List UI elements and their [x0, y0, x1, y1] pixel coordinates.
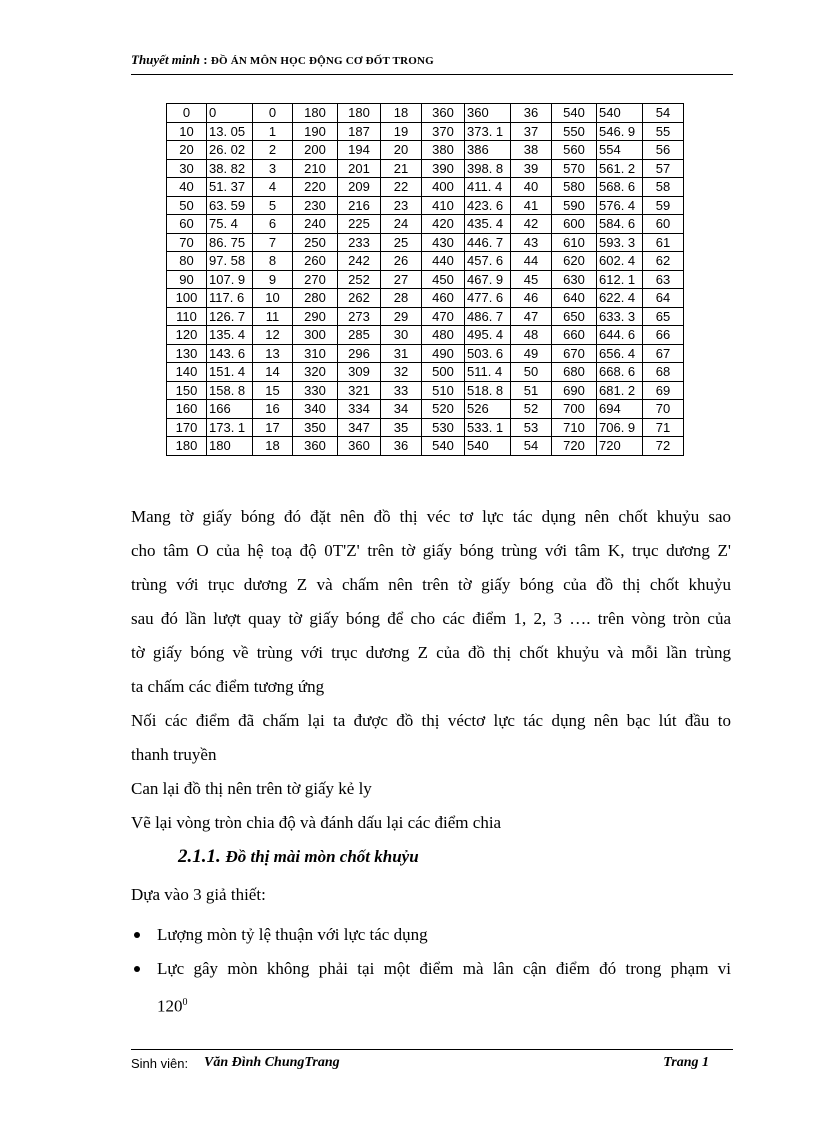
table-cell: 495. 4 [465, 326, 511, 345]
body-paragraph [131, 500, 731, 840]
bullet-icon [134, 966, 140, 972]
table-cell: 35 [381, 418, 422, 437]
table-row [167, 178, 684, 197]
table-cell: 25 [381, 233, 422, 252]
table-cell: 173. 1 [207, 418, 253, 437]
table-cell: 620 [552, 252, 597, 271]
header-label: Thuyết minh [131, 52, 200, 67]
table-cell: 59 [643, 196, 684, 215]
table-cell: 1 [253, 122, 293, 141]
body-line: Can lại đồ thị nên trên tờ giấy kẻ ly [131, 779, 372, 798]
bullet-text: Lượng mòn tỷ lệ thuận với lực tác dụng [157, 925, 428, 944]
bullet-text: 120 [157, 996, 183, 1016]
table-cell: 201 [338, 159, 381, 178]
table-cell: 360 [465, 104, 511, 123]
bullet-item [131, 918, 731, 952]
table-row [167, 437, 684, 456]
table-cell: 500 [422, 363, 465, 382]
table-cell: 540 [552, 104, 597, 123]
table-cell: 17 [253, 418, 293, 437]
body-line: Mang tờ giấy bóng đó đặt nên đồ thị véc tơ lực tác dụng nên chốt khuỷu sao [131, 507, 731, 526]
table-cell: 540 [597, 104, 643, 123]
table-cell: 490 [422, 344, 465, 363]
table-cell: 30 [167, 159, 207, 178]
table-cell: 546. 9 [597, 122, 643, 141]
table-cell: 46 [511, 289, 552, 308]
table-cell: 600 [552, 215, 597, 234]
table-cell: 63 [643, 270, 684, 289]
body-line: sau đó lần lượt quay tờ giấy bóng để cho các điểm 1, 2, 3 …. trên vòng tròn của [131, 609, 731, 628]
table-cell: 151. 4 [207, 363, 253, 382]
table-cell: 584. 6 [597, 215, 643, 234]
table-cell: 700 [552, 400, 597, 419]
table-cell: 10 [253, 289, 293, 308]
table-cell: 477. 6 [465, 289, 511, 308]
table-cell: 550 [552, 122, 597, 141]
table-cell: 107. 9 [207, 270, 253, 289]
table-cell: 240 [293, 215, 338, 234]
section-number: 2.1.1. [178, 846, 221, 867]
table-cell: 50 [511, 363, 552, 382]
table-cell: 5 [253, 196, 293, 215]
table-cell: 411. 4 [465, 178, 511, 197]
table-cell: 45 [511, 270, 552, 289]
table-cell: 51 [511, 381, 552, 400]
table-cell: 158. 8 [207, 381, 253, 400]
table-cell: 8 [253, 252, 293, 271]
table-cell: 530 [422, 418, 465, 437]
table-cell: 57 [643, 159, 684, 178]
table-cell: 360 [338, 437, 381, 456]
table-cell: 510 [422, 381, 465, 400]
table-cell: 30 [381, 326, 422, 345]
table-row [167, 215, 684, 234]
table-cell: 160 [167, 400, 207, 419]
table-cell: 321 [338, 381, 381, 400]
table-cell: 6 [253, 215, 293, 234]
table-cell: 27 [381, 270, 422, 289]
table-cell: 300 [293, 326, 338, 345]
table-cell: 526 [465, 400, 511, 419]
table-cell: 450 [422, 270, 465, 289]
table-cell: 29 [381, 307, 422, 326]
table-cell: 110 [167, 307, 207, 326]
table-row [167, 270, 684, 289]
header-title: ĐỒ ÁN MÔN HỌC ĐỘNG CƠ ĐỐT TRONG [210, 55, 434, 67]
table-cell: 15 [253, 381, 293, 400]
table-cell: 60 [167, 215, 207, 234]
table-cell: 568. 6 [597, 178, 643, 197]
intro-text: Dựa vào 3 giả thiết: [131, 885, 266, 904]
table-cell: 680 [552, 363, 597, 382]
table-cell: 68 [643, 363, 684, 382]
table-row [167, 289, 684, 308]
body-line: Nối các điểm đã chấm lại ta được đồ thị véctơ lực tác dụng nên bạc lút đầu to [131, 711, 731, 730]
table-cell: 410 [422, 196, 465, 215]
table-cell: 24 [381, 215, 422, 234]
table-cell: 2 [253, 141, 293, 160]
bullet-continuation [131, 986, 731, 1024]
table-cell: 31 [381, 344, 422, 363]
table-cell: 540 [465, 437, 511, 456]
table-cell: 706. 9 [597, 418, 643, 437]
table-cell: 423. 6 [465, 196, 511, 215]
table-cell: 470 [422, 307, 465, 326]
table-cell: 22 [381, 178, 422, 197]
data-table [166, 103, 684, 456]
table-cell: 440 [422, 252, 465, 271]
table-cell: 486. 7 [465, 307, 511, 326]
table-cell: 233 [338, 233, 381, 252]
page-number: Trang 1 [663, 1055, 709, 1070]
table-cell: 38 [511, 141, 552, 160]
table-cell: 120 [167, 326, 207, 345]
table-cell: 180 [338, 104, 381, 123]
table-cell: 320 [293, 363, 338, 382]
table-cell: 430 [422, 233, 465, 252]
table-cell: 70 [643, 400, 684, 419]
table-cell: 55 [643, 122, 684, 141]
table-row [167, 233, 684, 252]
table-cell: 650 [552, 307, 597, 326]
table-cell: 520 [422, 400, 465, 419]
table-cell: 518. 8 [465, 381, 511, 400]
table-cell: 100 [167, 289, 207, 308]
page-header [131, 52, 733, 75]
table-cell: 21 [381, 159, 422, 178]
table-cell: 194 [338, 141, 381, 160]
table-cell: 33 [381, 381, 422, 400]
table-cell: 668. 6 [597, 363, 643, 382]
table-cell: 4 [253, 178, 293, 197]
table-cell: 720 [597, 437, 643, 456]
table-cell: 3 [253, 159, 293, 178]
table-cell: 681. 2 [597, 381, 643, 400]
table-cell: 20 [167, 141, 207, 160]
table-cell: 37 [511, 122, 552, 141]
table-cell: 330 [293, 381, 338, 400]
table-cell: 18 [253, 437, 293, 456]
table-cell: 347 [338, 418, 381, 437]
table-cell: 610 [552, 233, 597, 252]
table-cell: 43 [511, 233, 552, 252]
table-cell: 400 [422, 178, 465, 197]
table-cell: 612. 1 [597, 270, 643, 289]
table-cell: 97. 58 [207, 252, 253, 271]
table-cell: 56 [643, 141, 684, 160]
table-cell: 180 [207, 437, 253, 456]
table-cell: 200 [293, 141, 338, 160]
table-cell: 14 [253, 363, 293, 382]
table-cell: 26. 02 [207, 141, 253, 160]
table-cell: 630 [552, 270, 597, 289]
table-cell: 554 [597, 141, 643, 160]
table-cell: 75. 4 [207, 215, 253, 234]
table-cell: 60 [643, 215, 684, 234]
table-cell: 576. 4 [597, 196, 643, 215]
table-cell: 36 [381, 437, 422, 456]
table-cell: 270 [293, 270, 338, 289]
table-cell: 16 [253, 400, 293, 419]
table-cell: 480 [422, 326, 465, 345]
table-cell: 710 [552, 418, 597, 437]
table-cell: 42 [511, 215, 552, 234]
table-cell: 63. 59 [207, 196, 253, 215]
table-cell: 660 [552, 326, 597, 345]
table-cell: 26 [381, 252, 422, 271]
table-cell: 570 [552, 159, 597, 178]
table-cell: 36 [511, 104, 552, 123]
table-cell: 0 [207, 104, 253, 123]
footer-label: Sinh viên: [131, 1056, 189, 1071]
table-cell: 65 [643, 307, 684, 326]
section-title: Đồ thị mài mòn chốt khuỷu [225, 847, 419, 866]
table-cell: 561. 2 [597, 159, 643, 178]
footer-name: Văn Đình ChungTrang [204, 1055, 340, 1070]
table-cell: 170 [167, 418, 207, 437]
table-cell: 252 [338, 270, 381, 289]
table-cell: 19 [381, 122, 422, 141]
table-cell: 40 [511, 178, 552, 197]
table-cell: 386 [465, 141, 511, 160]
table-cell: 467. 9 [465, 270, 511, 289]
table-cell: 242 [338, 252, 381, 271]
table-cell: 39 [511, 159, 552, 178]
bullet-item [131, 952, 731, 986]
table-cell: 90 [167, 270, 207, 289]
section-heading [178, 846, 419, 868]
table-cell: 80 [167, 252, 207, 271]
table-row [167, 122, 684, 141]
table-cell: 644. 6 [597, 326, 643, 345]
table-cell: 53 [511, 418, 552, 437]
table-cell: 350 [293, 418, 338, 437]
table-cell: 52 [511, 400, 552, 419]
bullet-text: Lực gây mòn không phải tại một điểm mà lân cận điểm đó trong phạm vi [157, 959, 731, 978]
table-cell: 446. 7 [465, 233, 511, 252]
table-cell: 44 [511, 252, 552, 271]
table-cell: 150 [167, 381, 207, 400]
table-cell: 460 [422, 289, 465, 308]
table-cell: 296 [338, 344, 381, 363]
table-cell: 143. 6 [207, 344, 253, 363]
table-cell: 334 [338, 400, 381, 419]
table-cell: 640 [552, 289, 597, 308]
table-cell: 420 [422, 215, 465, 234]
table-cell: 180 [293, 104, 338, 123]
table-cell: 135. 4 [207, 326, 253, 345]
table-cell: 216 [338, 196, 381, 215]
table-cell: 32 [381, 363, 422, 382]
table-cell: 540 [422, 437, 465, 456]
table-cell: 290 [293, 307, 338, 326]
table-cell: 49 [511, 344, 552, 363]
table-cell: 13. 05 [207, 122, 253, 141]
table-cell: 0 [253, 104, 293, 123]
table-cell: 166 [207, 400, 253, 419]
table-cell: 690 [552, 381, 597, 400]
table-cell: 130 [167, 344, 207, 363]
table-cell: 398. 8 [465, 159, 511, 178]
table-row [167, 196, 684, 215]
table-cell: 140 [167, 363, 207, 382]
table-cell: 309 [338, 363, 381, 382]
body-line: ta chấm các điểm tương ứng [131, 677, 325, 696]
table-row [167, 363, 684, 382]
table-cell: 435. 4 [465, 215, 511, 234]
table-row [167, 326, 684, 345]
table-cell: 209 [338, 178, 381, 197]
table-cell: 48 [511, 326, 552, 345]
table-row [167, 344, 684, 363]
bullet-icon [134, 932, 140, 938]
table-cell: 310 [293, 344, 338, 363]
table-cell: 580 [552, 178, 597, 197]
table-cell: 187 [338, 122, 381, 141]
degree-superscript: 0 [182, 997, 188, 1008]
table-row [167, 104, 684, 123]
table-cell: 360 [293, 437, 338, 456]
table-cell: 41 [511, 196, 552, 215]
table-cell: 560 [552, 141, 597, 160]
table-cell: 64 [643, 289, 684, 308]
table-cell: 220 [293, 178, 338, 197]
table-cell: 360 [422, 104, 465, 123]
table-cell: 390 [422, 159, 465, 178]
page-footer [131, 1049, 733, 1080]
table-row [167, 418, 684, 437]
table-cell: 503. 6 [465, 344, 511, 363]
table-cell: 210 [293, 159, 338, 178]
table-cell: 533. 1 [465, 418, 511, 437]
table-row [167, 400, 684, 419]
table-cell: 373. 1 [465, 122, 511, 141]
table-body [167, 104, 684, 456]
table-cell: 51. 37 [207, 178, 253, 197]
table-cell: 54 [643, 104, 684, 123]
table-cell: 38. 82 [207, 159, 253, 178]
table-cell: 20 [381, 141, 422, 160]
table-cell: 62 [643, 252, 684, 271]
table-cell: 58 [643, 178, 684, 197]
table-row [167, 141, 684, 160]
table-cell: 61 [643, 233, 684, 252]
table-cell: 7 [253, 233, 293, 252]
table-cell: 54 [511, 437, 552, 456]
body-line: cho tâm O của hệ toạ độ 0T'Z' trên tờ giấy bóng trùng với tâm K, trục dương Z' [131, 541, 731, 560]
table-cell: 67 [643, 344, 684, 363]
table-cell: 670 [552, 344, 597, 363]
table-cell: 720 [552, 437, 597, 456]
table-cell: 50 [167, 196, 207, 215]
table-cell: 34 [381, 400, 422, 419]
table-cell: 380 [422, 141, 465, 160]
table-cell: 633. 3 [597, 307, 643, 326]
table-cell: 260 [293, 252, 338, 271]
table-cell: 69 [643, 381, 684, 400]
table-cell: 9 [253, 270, 293, 289]
bullet-list [131, 918, 731, 1024]
table-cell: 72 [643, 437, 684, 456]
table-cell: 694 [597, 400, 643, 419]
table-cell: 70 [167, 233, 207, 252]
table-cell: 280 [293, 289, 338, 308]
table-cell: 23 [381, 196, 422, 215]
table-cell: 117. 6 [207, 289, 253, 308]
table-row [167, 381, 684, 400]
table-cell: 656. 4 [597, 344, 643, 363]
table-row [167, 252, 684, 271]
table-cell: 340 [293, 400, 338, 419]
table-cell: 0 [167, 104, 207, 123]
body-line: thanh truyền [131, 745, 217, 764]
table-row [167, 307, 684, 326]
table-cell: 190 [293, 122, 338, 141]
table-cell: 457. 6 [465, 252, 511, 271]
table-cell: 13 [253, 344, 293, 363]
table-cell: 66 [643, 326, 684, 345]
table-cell: 622. 4 [597, 289, 643, 308]
body-line: Vẽ lại vòng tròn chia độ và đánh dấu lại các điểm chia [131, 813, 502, 832]
table-cell: 40 [167, 178, 207, 197]
table-row [167, 159, 684, 178]
body-line: tờ giấy bóng về trùng với trục dương Z của đồ thị chốt khuỷu và mỗi lần trùng [131, 643, 731, 662]
table-cell: 86. 75 [207, 233, 253, 252]
table-cell: 126. 7 [207, 307, 253, 326]
table-cell: 10 [167, 122, 207, 141]
table-cell: 285 [338, 326, 381, 345]
table-cell: 71 [643, 418, 684, 437]
table-cell: 250 [293, 233, 338, 252]
table-cell: 590 [552, 196, 597, 215]
table-cell: 273 [338, 307, 381, 326]
table-cell: 230 [293, 196, 338, 215]
table-cell: 11 [253, 307, 293, 326]
table-cell: 12 [253, 326, 293, 345]
table-cell: 602. 4 [597, 252, 643, 271]
table-cell: 47 [511, 307, 552, 326]
header-separator: : [200, 52, 211, 67]
table-cell: 511. 4 [465, 363, 511, 382]
body-line: trùng với trục dương Z và chấm nên trên tờ giấy bóng của đồ thị chốt khuỷu [131, 575, 731, 594]
table-cell: 370 [422, 122, 465, 141]
table-cell: 225 [338, 215, 381, 234]
table-cell: 262 [338, 289, 381, 308]
table-cell: 593. 3 [597, 233, 643, 252]
table-cell: 180 [167, 437, 207, 456]
table-cell: 28 [381, 289, 422, 308]
table-cell: 18 [381, 104, 422, 123]
